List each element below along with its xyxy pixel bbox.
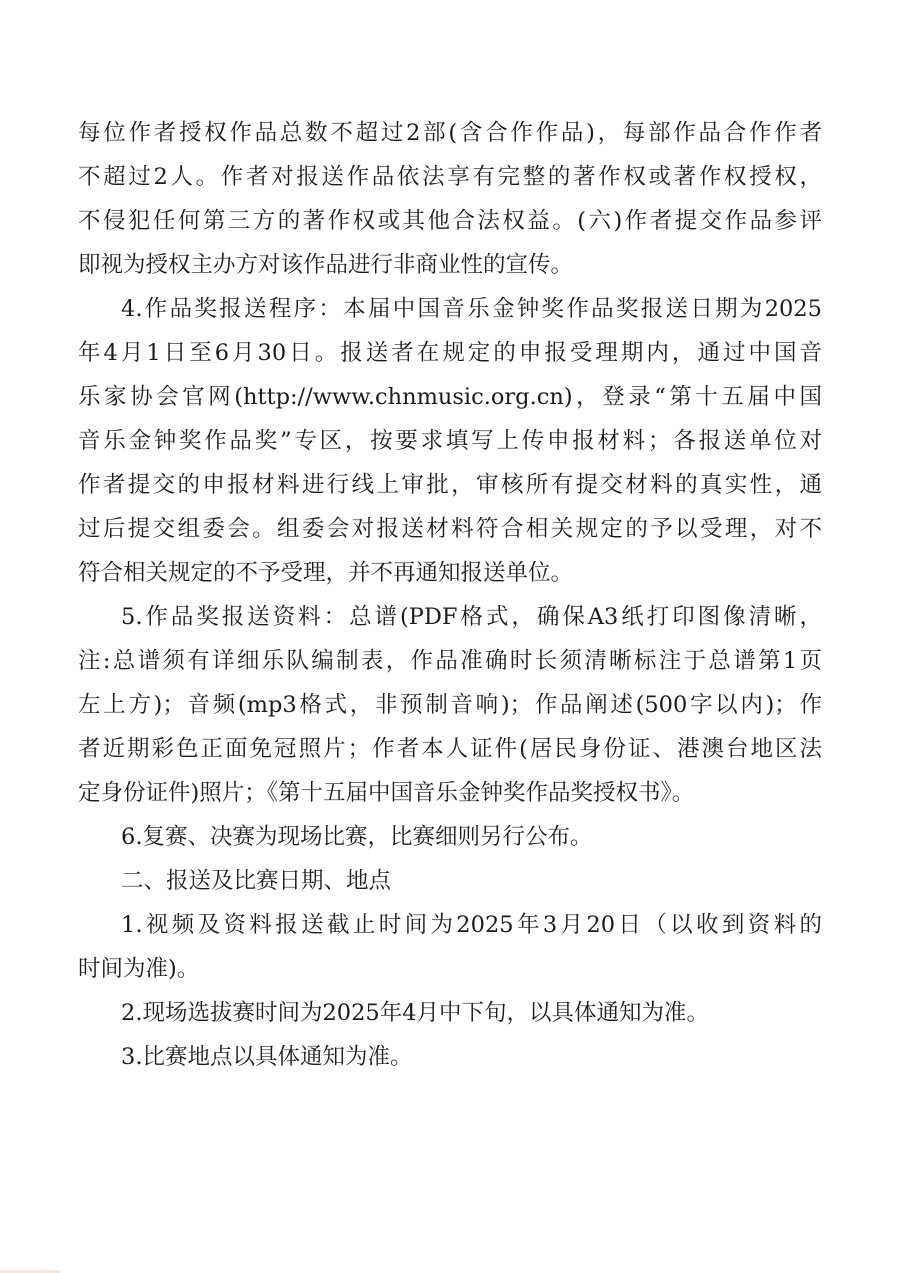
text-line: 不超过2人。作者对报送作品依法享有完整的著作权或著作权授权，: [78, 164, 822, 190]
text-line: 过后提交组委会。组委会对报送材料符合相关规定的予以受理，对不: [78, 516, 822, 542]
section-heading: 二、报送及比赛日期、地点: [121, 868, 392, 894]
text-line: 定身份证件)照片；《第十五届中国音乐金钟奖作品奖授权书》。: [78, 780, 695, 806]
text-line: 时间为准)。: [78, 956, 200, 982]
text-line: 注:总谱须有详细乐队编制表，作品准确时长须清晰标注于总谱第1页: [78, 648, 822, 674]
text-line: 者近期彩色正面免冠照片；作者本人证件(居民身份证、港澳台地区法: [78, 736, 822, 762]
text-line: 乐家协会官网(http://www.chnmusic.org.cn)，登录“第十五届中国: [78, 384, 822, 410]
text-line: 5.作品奖报送资料：总谱(PDF格式，确保A3纸打印图像清晰，: [121, 604, 822, 630]
text-line: 年4月1日至6月30日。报送者在规定的申报受理期内，通过中国音: [78, 340, 822, 366]
text-line: 每位作者授权作品总数不超过2部(含合作作品)，每部作品合作作者: [78, 120, 822, 146]
text-line: 6.复赛、决赛为现场比赛，比赛细则另行公布。: [121, 824, 593, 850]
document-body: [78, 111, 822, 1079]
text-line: 3.比赛地点以具体通知为准。: [121, 1044, 413, 1070]
text-line: 4.作品奖报送程序：本届中国音乐金钟奖作品奖报送日期为2025: [121, 296, 822, 322]
text-line: 不侵犯任何第三方的著作权或其他合法权益。(六)作者提交作品参评: [78, 208, 822, 234]
text-line: 音乐金钟奖作品奖”专区，按要求填写上传申报材料；各报送单位对: [78, 428, 822, 454]
text-line: 1.视频及资料报送截止时间为2025年3月20日（以收到资料的: [121, 912, 822, 938]
text-line: 2.现场选拔赛时间为2025年4月中下旬，以具体通知为准。: [121, 1000, 710, 1026]
text-line: 即视为授权主办方对该作品进行非商业性的宣传。: [78, 252, 574, 278]
text-line: 作者提交的申报材料进行线上审批，审核所有提交材料的真实性，通: [78, 472, 822, 498]
text-line: 左上方)；音频(mp3格式，非预制音响)；作品阐述(500字以内)；作: [78, 692, 822, 718]
text-line: 符合相关规定的不予受理，并不再通知报送单位。: [78, 560, 574, 586]
